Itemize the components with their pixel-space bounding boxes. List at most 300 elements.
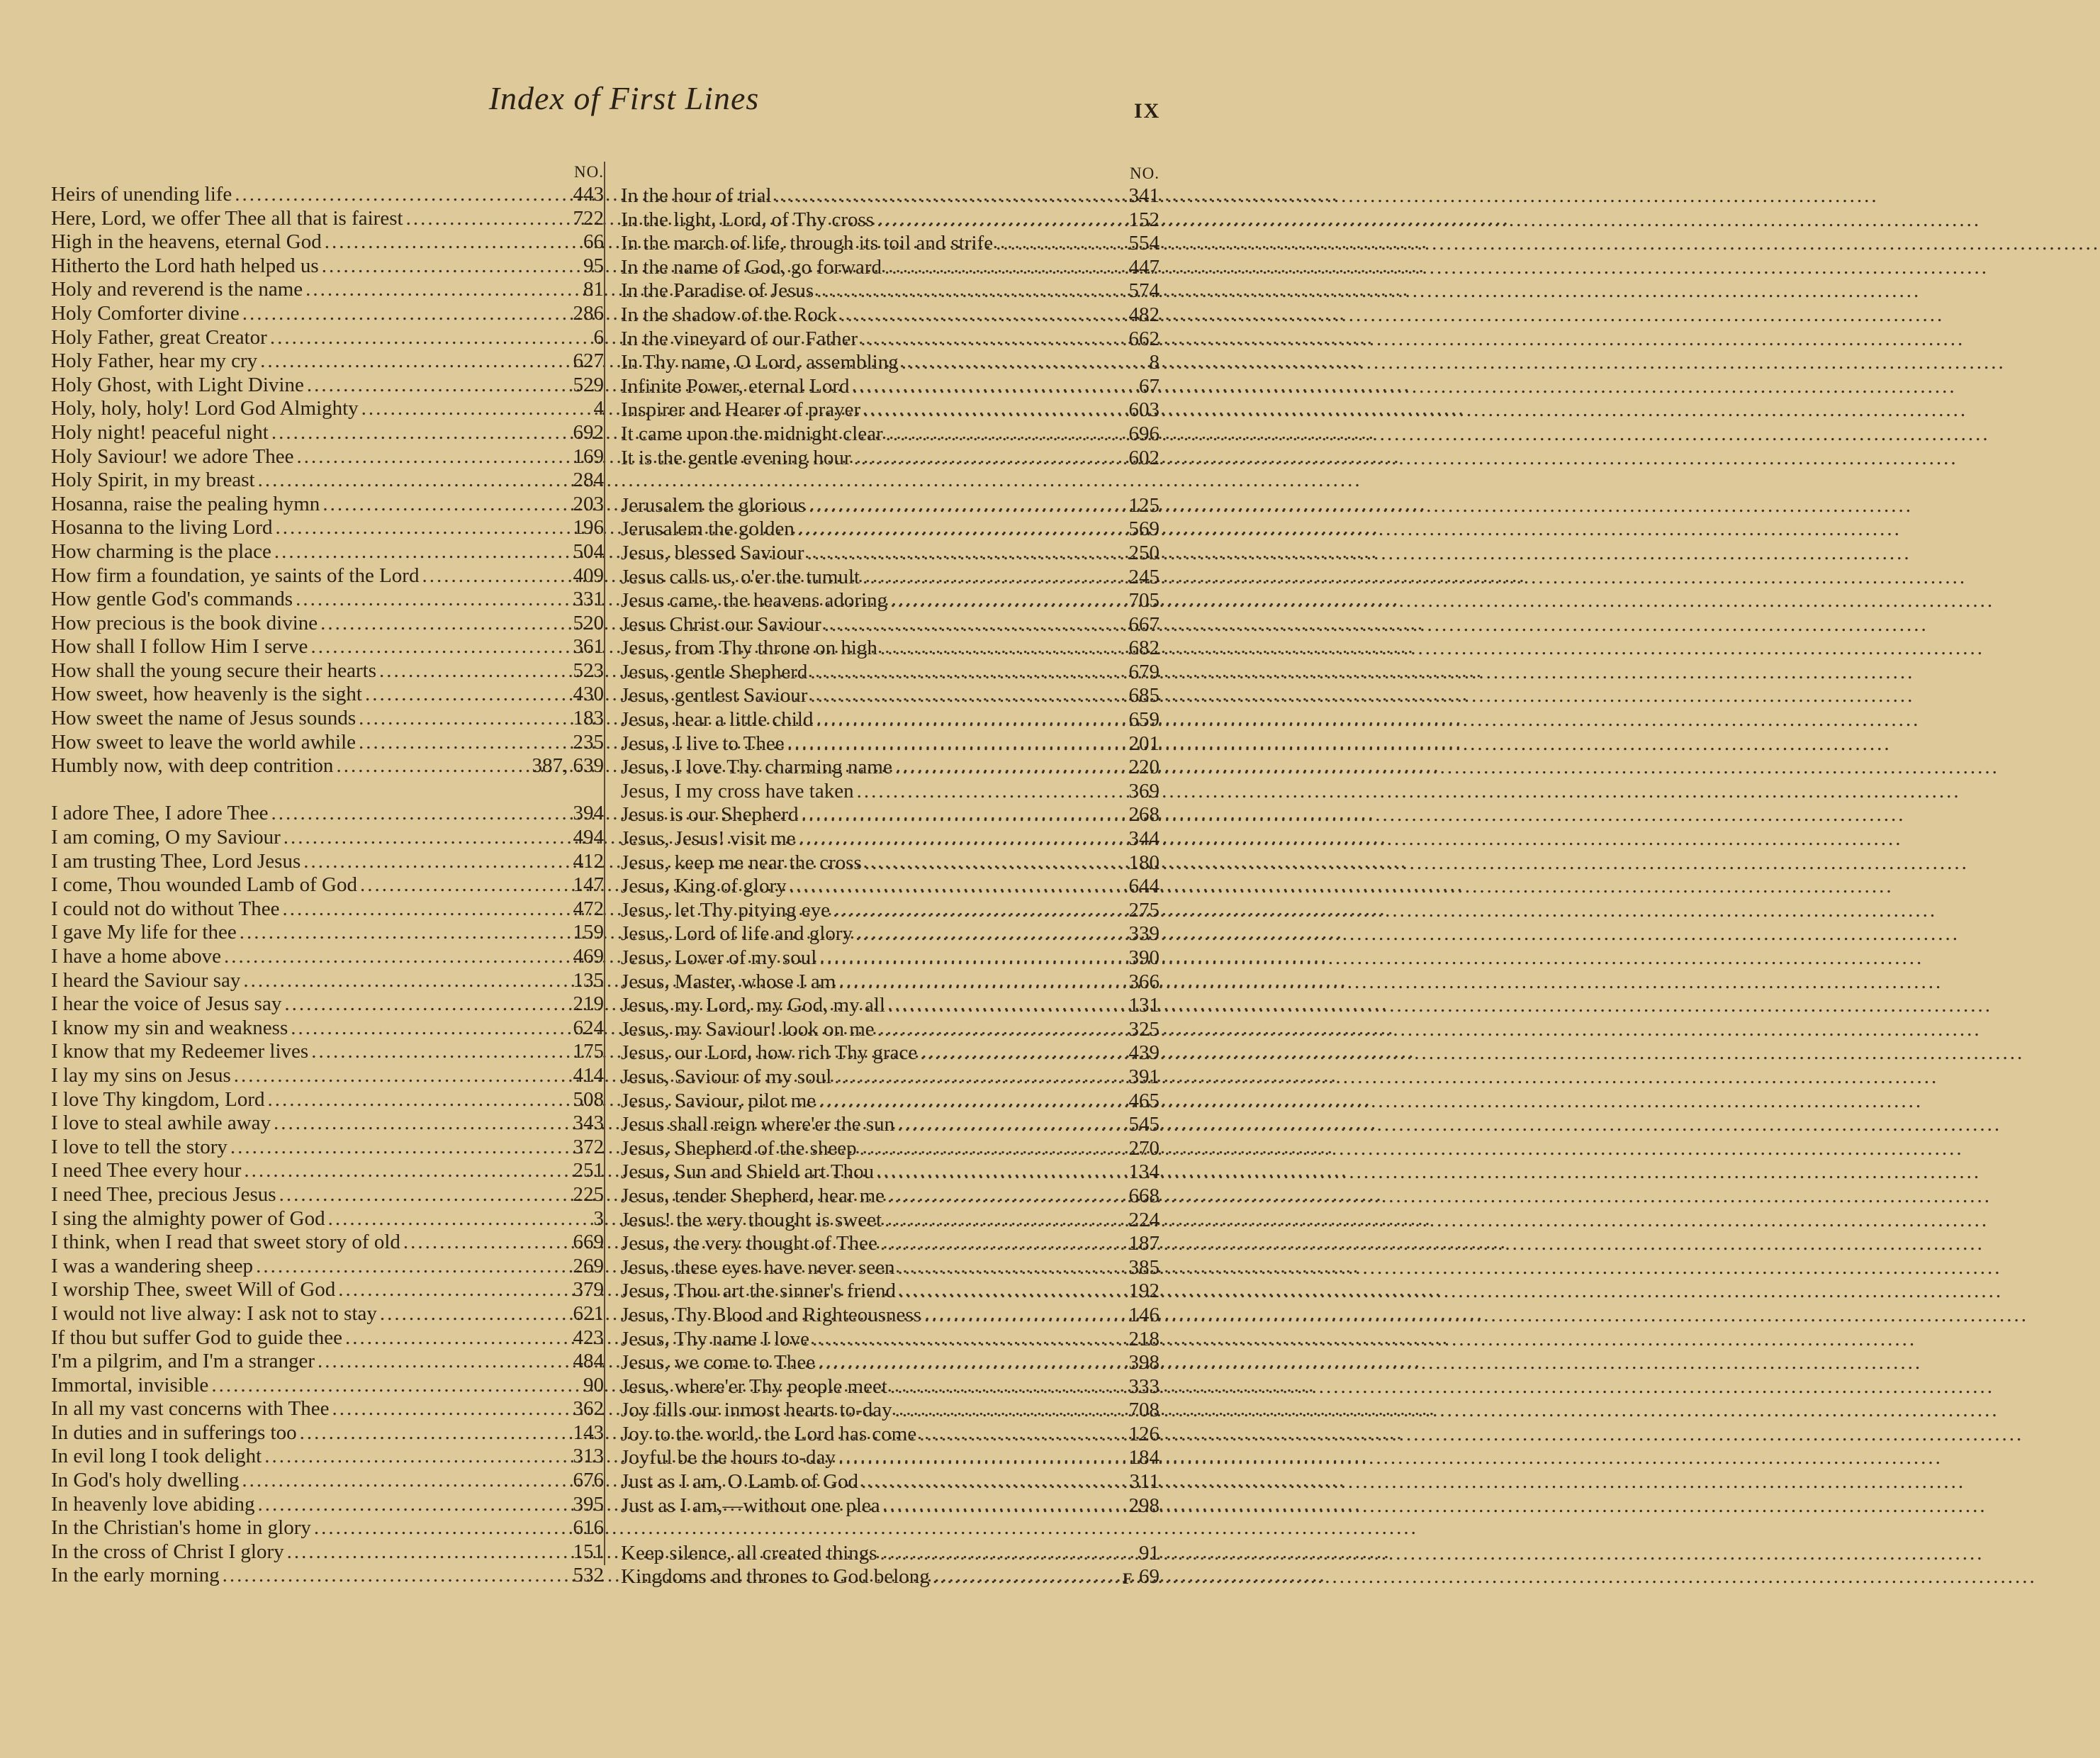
index-entry (621, 256, 1160, 280)
first-line-text: Jesus, from Thy throne on high (621, 637, 877, 660)
dot-leader (380, 1302, 571, 1326)
dot-leader (877, 208, 1125, 233)
hymn-number: 225 (573, 1182, 604, 1206)
dot-leader (857, 780, 1126, 804)
index-entry (621, 494, 1160, 518)
hymn-number: 143 (573, 1421, 604, 1444)
index-entry (51, 659, 604, 683)
first-line-text: I love Thy kingdom, Lord (51, 1087, 265, 1111)
index-entry (51, 183, 604, 207)
dot-leader (235, 183, 570, 207)
index-entry (51, 754, 604, 778)
index-entry (51, 897, 604, 922)
index-entry (621, 1113, 1160, 1137)
dot-leader (300, 1421, 571, 1445)
index-entry (621, 780, 1160, 804)
index-entry (621, 1041, 1160, 1065)
hymn-number: 184 (1128, 1446, 1160, 1469)
first-line-text: Hosanna to the living Lord (51, 516, 273, 539)
first-line-text: Jesus, our Lord, how rich Thy grace (621, 1041, 918, 1065)
first-line-text: How sweet, how heavenly is the sight (51, 683, 362, 706)
index-entry (621, 422, 1160, 447)
hymn-number: 151 (573, 1540, 604, 1563)
hymn-number: 95 (583, 254, 604, 277)
entry-groups (621, 184, 1160, 1589)
hymn-number: 220 (1128, 756, 1160, 779)
first-line-text: In duties and in sufferings too (51, 1421, 297, 1444)
first-line-text: Jesus, I live to Thee (621, 732, 785, 755)
number-column-header: NO. (574, 163, 604, 181)
hymn-number: 394 (573, 802, 604, 825)
first-line-text: It is the gentle evening hour (621, 446, 851, 469)
hymn-number: 131 (1128, 994, 1160, 1017)
index-entry (621, 1375, 1160, 1399)
dot-leader (311, 1040, 570, 1064)
index-entry (621, 1280, 1160, 1304)
first-line-text: Jesus, where'er Thy people meet (621, 1375, 887, 1398)
first-line-text: In the light, Lord, of Thy cross (621, 208, 875, 231)
dot-leader (860, 1137, 1126, 1161)
first-line-text: I know my sin and weakness (51, 1016, 288, 1039)
hymn-number: 692 (573, 420, 604, 444)
index-entry (51, 850, 604, 874)
dot-leader (902, 351, 1128, 375)
index-entry (621, 1065, 1160, 1090)
first-line-text: In all my vast concerns with Thee (51, 1397, 330, 1421)
hymn-number: 395 (573, 1492, 604, 1516)
entry-list (621, 184, 1160, 470)
dot-leader (365, 683, 571, 707)
hymn-number: 187 (1128, 1232, 1160, 1255)
dot-leader (819, 946, 1125, 970)
index-entry (51, 1255, 604, 1279)
dot-leader (797, 517, 1126, 542)
dot-leader (320, 612, 570, 636)
hymn-number: 67 (1139, 374, 1160, 398)
hymn-number: 624 (573, 1016, 604, 1039)
index-entry (51, 1445, 604, 1469)
dot-leader (325, 230, 573, 254)
hymn-number: 372 (573, 1135, 604, 1158)
index-entry (51, 1040, 604, 1064)
group-spacer (621, 1518, 1160, 1542)
index-entry (621, 756, 1160, 780)
index-entry (621, 994, 1160, 1018)
first-line-text: In heavenly love abiding (51, 1492, 255, 1516)
hymn-number: 484 (573, 1350, 604, 1373)
dot-leader (775, 184, 1126, 208)
index-entry (621, 1328, 1160, 1352)
index-entry (51, 1088, 604, 1112)
first-line-text: Keep silence, all created things (621, 1541, 877, 1564)
first-line-text: If thou but suffer God to guide thee (51, 1326, 343, 1349)
dot-leader (422, 564, 570, 588)
first-line-text: Jesus calls us, o'er the tumult (621, 565, 860, 588)
hymn-number: 390 (1128, 946, 1160, 969)
hymn-number: 8 (1149, 351, 1160, 374)
first-line-text: Jesus, King of glory (621, 875, 787, 898)
hymn-number: 722 (573, 206, 604, 230)
dot-leader (816, 708, 1125, 732)
hymn-number: 520 (573, 611, 604, 634)
index-entry (51, 1421, 604, 1445)
first-line-text: Jesus! the very thought is sweet (621, 1208, 882, 1231)
dot-leader (899, 1280, 1125, 1304)
first-line-text: Joyful be the hours to-day (621, 1446, 836, 1469)
index-entry (51, 1159, 604, 1183)
dot-leader (996, 232, 1125, 256)
first-line-text: How charming is the place (51, 539, 271, 563)
index-entry (51, 1207, 604, 1231)
first-line-text: Jesus, Thy Blood and Righteousness (621, 1303, 921, 1326)
first-line-text: Kingdoms and thrones to God belong (621, 1565, 930, 1589)
index-entry (51, 612, 604, 636)
index-entry (621, 613, 1160, 637)
dot-leader (861, 1470, 1127, 1494)
first-line-text: Jesus Christ our Saviour (621, 612, 821, 636)
hymn-number: 574 (1128, 279, 1160, 303)
hymn-number: 245 (1128, 565, 1160, 588)
first-line-text: Jesus is our Shepherd (621, 803, 799, 827)
hymn-number: 705 (1128, 589, 1160, 612)
index-entry (621, 1470, 1160, 1494)
dot-leader (888, 994, 1126, 1018)
index-entry (621, 1446, 1160, 1470)
hymn-number: 398 (1128, 1351, 1160, 1375)
hymn-number: 146 (1128, 1303, 1160, 1326)
hymn-number: 532 (573, 1564, 604, 1587)
index-entry (621, 1160, 1160, 1185)
hymn-number: 523 (573, 659, 604, 682)
hymn-number: 90 (583, 1373, 604, 1396)
dot-leader (860, 327, 1125, 352)
first-line-text: Holy Ghost, with Light Divine (51, 373, 304, 396)
hymn-number: 644 (1128, 875, 1160, 898)
index-entry (621, 398, 1160, 422)
hymn-number: 603 (1128, 398, 1160, 422)
index-entry (51, 445, 604, 469)
group-spacer (51, 778, 604, 802)
dot-leader (242, 302, 571, 326)
first-line-text: In the Paradise of Jesus (621, 279, 814, 303)
first-line-text: Jesus, Saviour of my soul (621, 1065, 832, 1088)
dot-leader (303, 850, 570, 874)
index-entry (621, 279, 1160, 303)
dot-leader (258, 469, 571, 493)
dot-leader (338, 1278, 570, 1302)
index-entry (621, 542, 1160, 566)
first-line-text: I think, when I read that sweet story of old (51, 1231, 400, 1254)
dot-leader (287, 1540, 571, 1564)
dot-leader (328, 1207, 573, 1231)
first-line-text: I worship Thee, sweet Will of God (51, 1278, 336, 1301)
first-line-text: How sweet to leave the world awhile (51, 730, 356, 754)
dot-leader (833, 899, 1125, 923)
dot-leader (854, 447, 1126, 471)
dot-leader (877, 1160, 1125, 1185)
hymn-number: 183 (573, 707, 604, 730)
index-entry (621, 851, 1160, 875)
first-line-text: In the march of life, through its toil and strife (621, 232, 994, 255)
first-line-text: Jesus shall reign where'er the sun (621, 1113, 895, 1136)
first-line-text: Jesus, my Saviour! look on me (621, 1017, 875, 1041)
first-line-text: Joy fills our inmost hearts to-day (621, 1399, 892, 1422)
index-entry (51, 1017, 604, 1041)
dot-leader (211, 1374, 573, 1398)
hymn-number: 412 (573, 849, 604, 873)
hymn-number: 218 (1128, 1327, 1160, 1350)
first-line-text: I lay my sins on Jesus (51, 1063, 231, 1087)
first-line-text: In evil long I took delight (51, 1445, 262, 1468)
first-line-text: Jesus, blessed Saviour (621, 541, 804, 564)
hymn-number: 472 (573, 897, 604, 920)
dot-leader (840, 303, 1125, 327)
dot-leader (271, 421, 571, 445)
first-line-text: Humbly now, with deep contrition (51, 754, 334, 778)
first-line-text: I could not do without Thee (51, 897, 280, 920)
left-column (51, 162, 604, 1588)
dot-leader (271, 802, 570, 826)
index-entry (621, 708, 1160, 732)
index-entry (51, 731, 604, 755)
first-line-text: Jesus, gentlest Saviour (621, 684, 808, 707)
dot-leader (282, 897, 570, 922)
hymn-number: 147 (573, 873, 604, 897)
column-divider (604, 162, 605, 1565)
index-entry (621, 922, 1160, 946)
first-line-text: Hosanna, raise the pealing hymn (51, 492, 320, 515)
first-line-text: Jesus, Jesus! visit me (621, 827, 796, 851)
index-entry (51, 707, 604, 731)
first-line-text: Jesus, Thou art the sinner's friend (621, 1280, 897, 1303)
hymn-number: 627 (573, 349, 604, 373)
hymn-number: 482 (1128, 303, 1160, 326)
entry-list (51, 183, 604, 778)
index-entry (51, 1231, 604, 1255)
first-line-text: I sing the almighty power of God (51, 1206, 325, 1230)
index-entry (621, 899, 1160, 923)
dot-leader (810, 684, 1125, 708)
hymn-number: 339 (1128, 922, 1160, 946)
hymn-number: 469 (573, 945, 604, 968)
dot-leader (361, 397, 573, 421)
dot-leader (345, 1326, 570, 1350)
index-entry (51, 921, 604, 945)
dot-leader (244, 1159, 570, 1183)
dot-leader (924, 1304, 1126, 1328)
index-entry (51, 1064, 604, 1088)
index-entry (621, 208, 1160, 233)
entry-groups (51, 183, 604, 1588)
dot-leader (274, 540, 571, 564)
index-entry (621, 732, 1160, 756)
hymn-number: 196 (573, 516, 604, 539)
index-entry (51, 1278, 604, 1302)
first-line-text: Infinite Power, eternal Lord (621, 374, 850, 398)
first-line-text: Holy Father, hear my cry (51, 349, 258, 373)
hymn-number: 152 (1128, 208, 1160, 231)
dot-leader (305, 278, 573, 302)
index-entry (621, 517, 1160, 542)
hymn-number: 180 (1128, 851, 1160, 874)
dot-leader (838, 970, 1125, 995)
first-line-text: I adore Thee, I adore Thee (51, 802, 269, 825)
first-line-text: In the cross of Christ I glory (51, 1540, 284, 1563)
hymn-number: 4 (593, 397, 604, 420)
dot-leader (880, 637, 1126, 661)
dot-leader (819, 1090, 1125, 1114)
index-entry (621, 232, 1160, 256)
first-line-text: Jesus, Lover of my soul (621, 946, 817, 969)
hymn-number: 504 (573, 539, 604, 563)
hymn-number: 224 (1128, 1208, 1160, 1231)
entry-list (51, 802, 604, 1588)
first-line-text: I have a home above (51, 945, 221, 968)
first-line-text: Holy Father, great Creator (51, 325, 267, 349)
dot-leader (260, 349, 570, 374)
first-line-text: Holy, holy, holy! Lord God Almighty (51, 397, 359, 420)
index-entry (51, 1183, 604, 1207)
first-line-text: Holy and reverend is the name (51, 278, 303, 301)
index-entry (621, 566, 1160, 590)
dot-leader (296, 588, 570, 612)
index-entry (621, 803, 1160, 827)
index-entry (621, 327, 1160, 352)
dot-leader (877, 1018, 1126, 1042)
dot-leader (880, 1542, 1128, 1566)
hymn-number: 439 (1128, 1041, 1160, 1065)
first-line-text: Jesus, Lord of life and glory (621, 922, 853, 946)
first-line-text: Jesus, Shepherd of the sheep (621, 1136, 857, 1160)
index-entry (621, 1399, 1160, 1423)
hymn-number: 529 (573, 373, 604, 396)
dot-leader (824, 613, 1126, 637)
hymn-number: 81 (583, 278, 604, 301)
first-line-text: Hitherto the Lord hath helped us (51, 254, 319, 277)
index-entry (621, 637, 1160, 661)
first-line-text: Jesus, Sun and Shield art Thou (621, 1160, 875, 1184)
index-entry (51, 349, 604, 374)
first-line-text: Jerusalem the golden (621, 517, 794, 541)
first-line-text: I'm a pilgrim, and I'm a stranger (51, 1350, 315, 1373)
dot-leader (406, 207, 571, 231)
index-entry (51, 1540, 604, 1564)
hymn-number: 708 (1128, 1399, 1160, 1422)
hymn-number: 391 (1128, 1065, 1160, 1088)
hymn-number: 616 (573, 1516, 604, 1540)
index-entry (621, 970, 1160, 995)
hymn-number: 134 (1128, 1160, 1160, 1184)
dot-leader (403, 1231, 571, 1255)
first-line-text: Here, Lord, we offer Thee all that is fairest (51, 206, 403, 230)
hymn-number: 69 (1139, 1565, 1160, 1589)
dot-leader (264, 1445, 570, 1469)
hymn-number: 169 (573, 444, 604, 468)
first-line-text: I am coming, O my Saviour (51, 826, 281, 849)
hymn-number: 343 (573, 1112, 604, 1135)
index-entry (51, 969, 604, 993)
number-column-header: NO. (1130, 164, 1160, 182)
hymn-number: 668 (1128, 1184, 1160, 1207)
hymn-number: 203 (573, 492, 604, 515)
first-line-text: Inspirer and Hearer of prayer (621, 398, 861, 422)
hymn-number: 659 (1128, 708, 1160, 732)
first-line-text: How shall I follow Him I serve (51, 635, 308, 659)
index-entry (51, 1469, 604, 1493)
hymn-number: 545 (1128, 1113, 1160, 1136)
hymn-number: 331 (573, 588, 604, 611)
hymn-number: 344 (1128, 827, 1160, 851)
dot-leader (240, 921, 571, 945)
hymn-number: 333 (1128, 1375, 1160, 1398)
hymn-number: 361 (573, 635, 604, 659)
dot-leader (890, 1375, 1126, 1399)
hymn-number: 696 (1128, 422, 1160, 445)
index-entry (51, 873, 604, 897)
hymn-number: 286 (573, 301, 604, 325)
first-line-text: I love to tell the story (51, 1135, 228, 1158)
first-line-text: I need Thee, precious Jesus (51, 1182, 276, 1206)
first-line-text: It came upon the midnight clear (621, 422, 883, 445)
first-line-text: Jesus, let Thy pitying eye (621, 898, 831, 922)
index-entry (51, 326, 604, 350)
hymn-number: 251 (573, 1159, 604, 1182)
hymn-number: 284 (573, 469, 604, 492)
hymn-number: 270 (1128, 1136, 1160, 1160)
hymn-number: 569 (1128, 517, 1160, 541)
first-line-text: Joy to the world, the Lord has come (621, 1422, 917, 1445)
index-entry (621, 661, 1160, 685)
dot-leader (807, 542, 1126, 566)
index-entry (621, 875, 1160, 899)
first-line-text: In the name of God, go forward (621, 255, 882, 279)
index-entry (51, 826, 604, 850)
hymn-number: 494 (573, 826, 604, 849)
dot-leader (816, 279, 1125, 303)
hymn-number: 669 (573, 1231, 604, 1254)
right-column (621, 162, 1160, 1589)
dot-leader (880, 1232, 1126, 1256)
hymn-number: 313 (573, 1445, 604, 1468)
dot-leader (297, 445, 571, 469)
dot-leader (256, 1255, 570, 1279)
dot-leader (284, 992, 570, 1017)
index-entry (621, 684, 1160, 708)
dot-leader (863, 398, 1125, 422)
hymn-number: 443 (573, 183, 604, 206)
index-entry (51, 493, 604, 517)
dot-leader (933, 1565, 1128, 1589)
dot-leader (885, 1209, 1125, 1233)
first-line-text: In the vineyard of our Father (621, 327, 858, 350)
page-title: Index of First Lines (488, 80, 760, 116)
hymn-number: 366 (1128, 970, 1160, 993)
dot-leader (310, 635, 570, 659)
index-entry (621, 1256, 1160, 1280)
dot-leader (360, 873, 571, 897)
hymn-number: 379 (573, 1278, 604, 1301)
first-line-text: Heirs of unending life (51, 183, 232, 206)
index-entry (621, 1232, 1160, 1256)
index-entry (51, 1136, 604, 1160)
first-line-text: Immortal, invisible (51, 1373, 209, 1396)
first-line-text: Jesus, we come to Thee (621, 1351, 816, 1375)
first-line-text: Jesus, tender Shepherd, hear me (621, 1184, 885, 1207)
index-entry (621, 375, 1160, 399)
index-entry (51, 635, 604, 659)
dot-leader (834, 1065, 1125, 1090)
index-entry (51, 1493, 604, 1517)
